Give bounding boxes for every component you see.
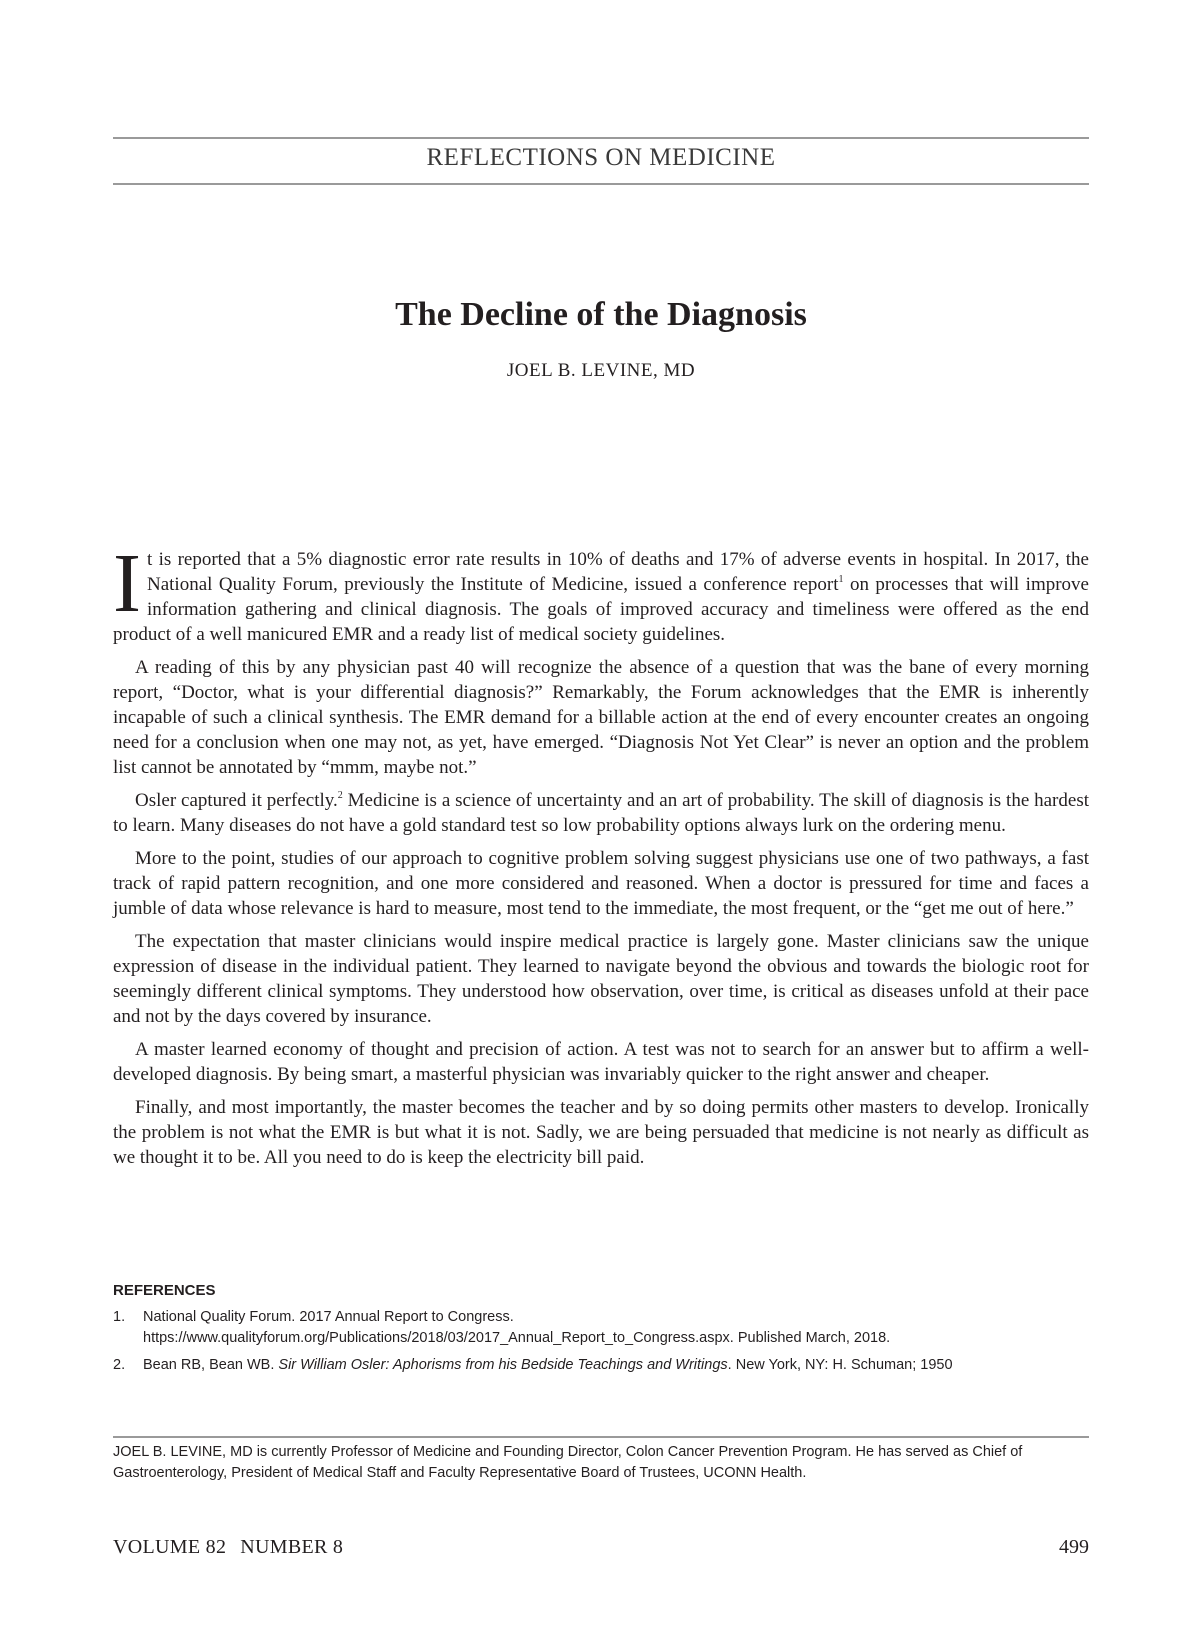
- paragraph-text: t is reported that a 5% diagnostic error rate results in 10% of deaths and 17% of adverse events in hospital. In 2017, the National Quality Forum, previously the Institute of Medicine, issued a conference report: [146, 549, 1089, 595]
- article-body: [113, 537, 1089, 1178]
- header-rule-bottom: [113, 183, 1089, 185]
- bio-rule: [113, 1436, 1089, 1438]
- journal-page: [113, 0, 1089, 1650]
- footer-issue: [113, 1536, 343, 1559]
- paragraph-1: [113, 537, 1089, 647]
- page-number: 499: [1059, 1536, 1089, 1558]
- paragraph-5: The expectation that master clinicians would inspire medical practice is largely gone. Master clinicians saw the unique expression of disease in the individual patient. They learned to navigate beyond the obvious and towards the biologic root for seemingly different clinical symptoms. They understood how observation, over time, is critical as diseases unfold at their pace and not by the days covered by insurance.: [113, 931, 1089, 1027]
- reference-item: [113, 1355, 1089, 1376]
- reference-item: [113, 1307, 1089, 1349]
- citation-marker: 1: [838, 574, 844, 585]
- reference-number: 2.: [113, 1357, 126, 1373]
- section-label: REFLECTIONS ON MEDICINE: [426, 144, 776, 171]
- reference-text: Bean RB, Bean WB.: [143, 1357, 279, 1373]
- paragraph-3: [113, 788, 1089, 838]
- footer-number: NUMBER 8: [240, 1536, 344, 1558]
- paragraph-2: A reading of this by any physician past 40 will recognize the absence of a question that was the bane of every morning report, “Doctor, what is your differential diagnosis?” Remarkably, the Forum acknowledges that the EMR is inherently incapable of such a clinical synthesis. The EMR demand for a billable action at the end of every encounter creates an ongoing need for a conclusion when one may not, as yet, have emerged. “Diagnosis Not Yet Clear” is never an option and the problem list cannot be annotated by “mmm, maybe not.”: [113, 657, 1089, 778]
- paragraph-7: Finally, and most importantly, the master becomes the teacher and by so doing permits other masters to develop. Ironically the problem is not what the EMR is but what it is not. Sadly, we are being persuaded that medicine is not nearly as difficult as we thought it to be. All you need to do is keep the electricity bill paid.: [113, 1097, 1089, 1168]
- paragraph-text: on processes that will improve information gathering and clinical diagnosis. The goals of improved accuracy and timeliness were offered as the end product of a well manicured EMR and a ready list of medical society guidelines.: [113, 574, 1089, 645]
- references-section: [113, 1282, 1089, 1382]
- references-heading: REFERENCES: [113, 1282, 216, 1299]
- reference-text: . New York, NY: H. Schuman; 1950: [727, 1357, 953, 1373]
- header-rule-top: [113, 137, 1089, 139]
- drop-cap: I: [113, 537, 141, 630]
- article-title: The Decline of the Diagnosis: [395, 296, 807, 333]
- reference-book-title: Sir William Osler: Aphorisms from his Bedside Teachings and Writings: [278, 1357, 728, 1373]
- paragraph-text: Medicine is a science of uncertainty and an art of probability. The skill of diagnosis is the hardest to learn. Many diseases do not have a gold standard test so low probability options always lurk on the ordering menu.: [113, 790, 1089, 836]
- reference-text: National Quality Forum. 2017 Annual Report to Congress. https://www.qualityforum.org/Publications/2018/03/2017_Annual_Report_to_Congress.aspx. Published March, 2018.: [143, 1309, 891, 1346]
- footer-volume: VOLUME 82: [113, 1536, 227, 1558]
- paragraph-text: Osler captured it perfectly.: [135, 790, 338, 811]
- citation-marker: 2: [337, 790, 343, 801]
- author-bio: JOEL B. LEVINE, MD is currently Professor of Medicine and Founding Director, Colon Cancer Prevention Program. He has served as Chief of Gastroenterology, President of Medical Staff and Faculty Representative Board of Trustees, UCONN Health.: [113, 1444, 1023, 1481]
- article-author: JOEL B. LEVINE, MD: [506, 360, 696, 381]
- paragraph-6: A master learned economy of thought and precision of action. A test was not to search for an answer but to affirm a well-developed diagnosis. By being smart, a masterful physician was invariably quicker to the right answer and cheaper.: [113, 1039, 1089, 1085]
- paragraph-4: More to the point, studies of our approach to cognitive problem solving suggest physicians use one of two pathways, a fast track of rapid pattern recognition, and one more considered and reasoned. When a doctor is pressured for time and faces a jumble of data whose relevance is hard to measure, most tend to the immediate, the most frequent, or the “get me out of here.”: [113, 848, 1089, 919]
- reference-number: 1.: [113, 1309, 126, 1325]
